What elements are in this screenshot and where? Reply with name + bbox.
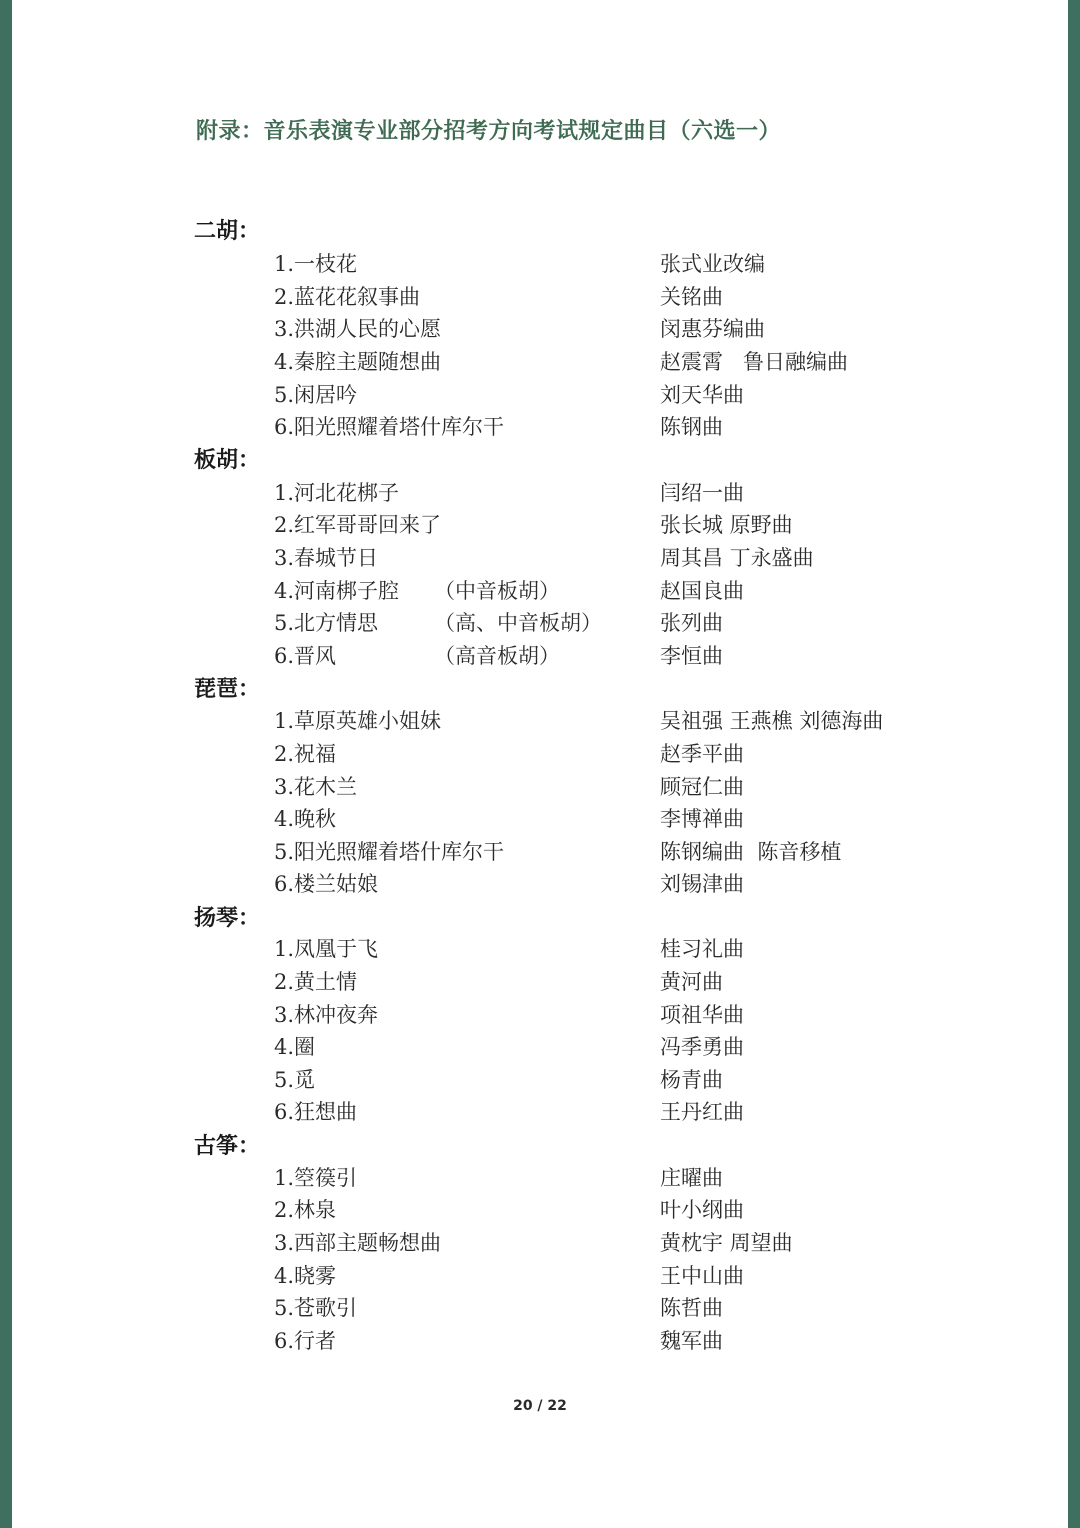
composer: 赵国良曲 [660, 579, 744, 603]
item-number: 5. [274, 611, 295, 635]
composer: 刘锡津曲 [660, 872, 744, 896]
section-heading-banhu: 板胡： [194, 448, 261, 473]
list-item [274, 313, 441, 343]
item-number: 5. [274, 383, 295, 407]
item-number: 4. [274, 350, 295, 374]
list-item [274, 803, 336, 833]
list-item [274, 1260, 336, 1290]
composer: 杨青曲 [660, 1068, 723, 1092]
composer: 王中山曲 [660, 1264, 744, 1288]
piece-title: 西部主题畅想曲 [294, 1231, 442, 1255]
composer: 陈哲曲 [660, 1296, 723, 1320]
piece-title: 北方情思 [294, 611, 379, 635]
item-number: 6. [274, 644, 295, 668]
composer: 项祖华曲 [660, 1003, 744, 1027]
composer: 闫绍一曲 [660, 481, 744, 505]
composer: 陈钢曲 [660, 415, 723, 439]
piece-title: 一枝花 [294, 252, 358, 276]
item-number: 1. [274, 481, 295, 505]
list-item [274, 1194, 336, 1224]
list-item [274, 1325, 336, 1355]
item-number: 1. [274, 252, 295, 276]
piece-title: 黄土情 [294, 970, 358, 994]
instrument-note: （高、中音板胡） [434, 611, 603, 635]
composer: 闵惠芬编曲 [660, 317, 765, 341]
item-number: 3. [274, 1003, 295, 1027]
list-item [274, 771, 357, 801]
list-item [274, 1227, 441, 1257]
list-item [274, 640, 560, 670]
piece-title: 行者 [294, 1329, 337, 1353]
composer: 叶小纲曲 [660, 1198, 744, 1222]
composer: 王丹红曲 [660, 1100, 744, 1124]
composer: 庄曜曲 [660, 1166, 723, 1190]
piece-title: 蓝花花叙事曲 [294, 285, 421, 309]
list-item [274, 346, 441, 376]
piece-title: 红军哥哥回来了 [294, 513, 442, 537]
piece-title: 阳光照耀着塔什库尔干 [294, 840, 505, 864]
composer: 赵季平曲 [660, 742, 744, 766]
list-item [274, 509, 441, 539]
piece-title: 林冲夜奔 [294, 1003, 379, 1027]
list-item [274, 933, 378, 963]
list-item [274, 542, 378, 572]
list-item [274, 1162, 357, 1192]
item-number: 3. [274, 775, 295, 799]
list-item [274, 379, 357, 409]
composer: 李博禅曲 [660, 807, 744, 831]
list-item [274, 836, 504, 866]
list-item [274, 248, 357, 278]
piece-title: 觅 [294, 1068, 316, 1092]
document-page [12, 0, 1068, 1528]
item-number: 2. [274, 970, 295, 994]
item-number: 3. [274, 546, 295, 570]
composer: 李恒曲 [660, 644, 723, 668]
piece-title: 晓雾 [294, 1264, 337, 1288]
item-number: 5. [274, 1296, 295, 1320]
list-item [274, 705, 441, 735]
item-number: 1. [274, 1166, 295, 1190]
piece-title: 河南梆子腔 [294, 579, 400, 603]
composer: 刘天华曲 [660, 383, 744, 407]
composer: 桂习礼曲 [660, 937, 744, 961]
item-number: 4. [274, 1264, 295, 1288]
item-number: 6. [274, 872, 295, 896]
list-item [274, 999, 378, 1029]
composer: 黄枕宇 周望曲 [660, 1231, 793, 1255]
piece-title: 楼兰姑娘 [294, 872, 379, 896]
composer: 吴祖强 王燕樵 刘德海曲 [660, 709, 884, 733]
composer: 黄河曲 [660, 970, 723, 994]
item-number: 2. [274, 1198, 295, 1222]
composer: 张列曲 [660, 611, 723, 635]
piece-title: 秦腔主题随想曲 [294, 350, 442, 374]
piece-title: 箜篌引 [294, 1166, 358, 1190]
list-item [274, 1096, 357, 1126]
item-number: 4. [274, 807, 295, 831]
piece-title: 狂想曲 [294, 1100, 358, 1124]
piece-title: 草原英雄小姐妹 [294, 709, 442, 733]
composer: 魏军曲 [660, 1329, 723, 1353]
composer: 张长城 原野曲 [660, 513, 793, 537]
composer: 张式业改编 [660, 252, 765, 276]
piece-title: 圈 [294, 1035, 316, 1059]
list-item [274, 575, 560, 605]
item-number: 2. [274, 513, 295, 537]
list-item [274, 966, 357, 996]
item-number: 4. [274, 1035, 295, 1059]
section-heading-erhu: 二胡： [194, 219, 261, 244]
list-item [274, 1292, 357, 1322]
item-number: 1. [274, 709, 295, 733]
piece-title: 祝福 [294, 742, 337, 766]
item-number: 6. [274, 1100, 295, 1124]
item-number: 5. [274, 840, 295, 864]
list-item [274, 411, 504, 441]
composer: 关铭曲 [660, 285, 723, 309]
page-number: 20 / 22 [513, 1398, 567, 1414]
item-number: 3. [274, 1231, 295, 1255]
item-number: 4. [274, 579, 295, 603]
item-number: 1. [274, 937, 295, 961]
composer: 赵震霄 鲁日融编曲 [660, 350, 849, 374]
piece-title: 花木兰 [294, 775, 358, 799]
item-number: 6. [274, 415, 295, 439]
list-item [274, 1031, 315, 1061]
page-title: 附录：音乐表演专业部分招考方向考试规定曲目（六选一） [196, 119, 782, 144]
piece-title: 晋风 [294, 644, 337, 668]
piece-title: 苍歌引 [294, 1296, 358, 1320]
composer: 顾冠仁曲 [660, 775, 744, 799]
section-heading-yangqin: 扬琴： [194, 906, 261, 931]
composer: 陈钢编曲 陈音移植 [660, 840, 842, 864]
instrument-note: （高音板胡） [434, 644, 561, 668]
list-item [274, 738, 336, 768]
piece-title: 闲居吟 [294, 383, 358, 407]
piece-title: 洪湖人民的心愿 [294, 317, 442, 341]
list-item [274, 1064, 315, 1094]
piece-title: 晚秋 [294, 807, 337, 831]
item-number: 2. [274, 285, 295, 309]
piece-title: 凤凰于飞 [294, 937, 379, 961]
item-number: 3. [274, 317, 295, 341]
list-item [274, 868, 378, 898]
instrument-note: （中音板胡） [434, 579, 561, 603]
section-heading-guzheng: 古筝： [194, 1134, 261, 1159]
item-number: 5. [274, 1068, 295, 1092]
piece-title: 阳光照耀着塔什库尔干 [294, 415, 505, 439]
list-item [274, 281, 420, 311]
composer: 周其昌 丁永盛曲 [660, 546, 814, 570]
piece-title: 林泉 [294, 1198, 337, 1222]
list-item [274, 607, 602, 637]
item-number: 2. [274, 742, 295, 766]
item-number: 6. [274, 1329, 295, 1353]
list-item [274, 477, 399, 507]
section-heading-pipa: 琵琶： [194, 677, 261, 702]
composer: 冯季勇曲 [660, 1035, 744, 1059]
piece-title: 河北花梆子 [294, 481, 400, 505]
piece-title: 春城节日 [294, 546, 379, 570]
